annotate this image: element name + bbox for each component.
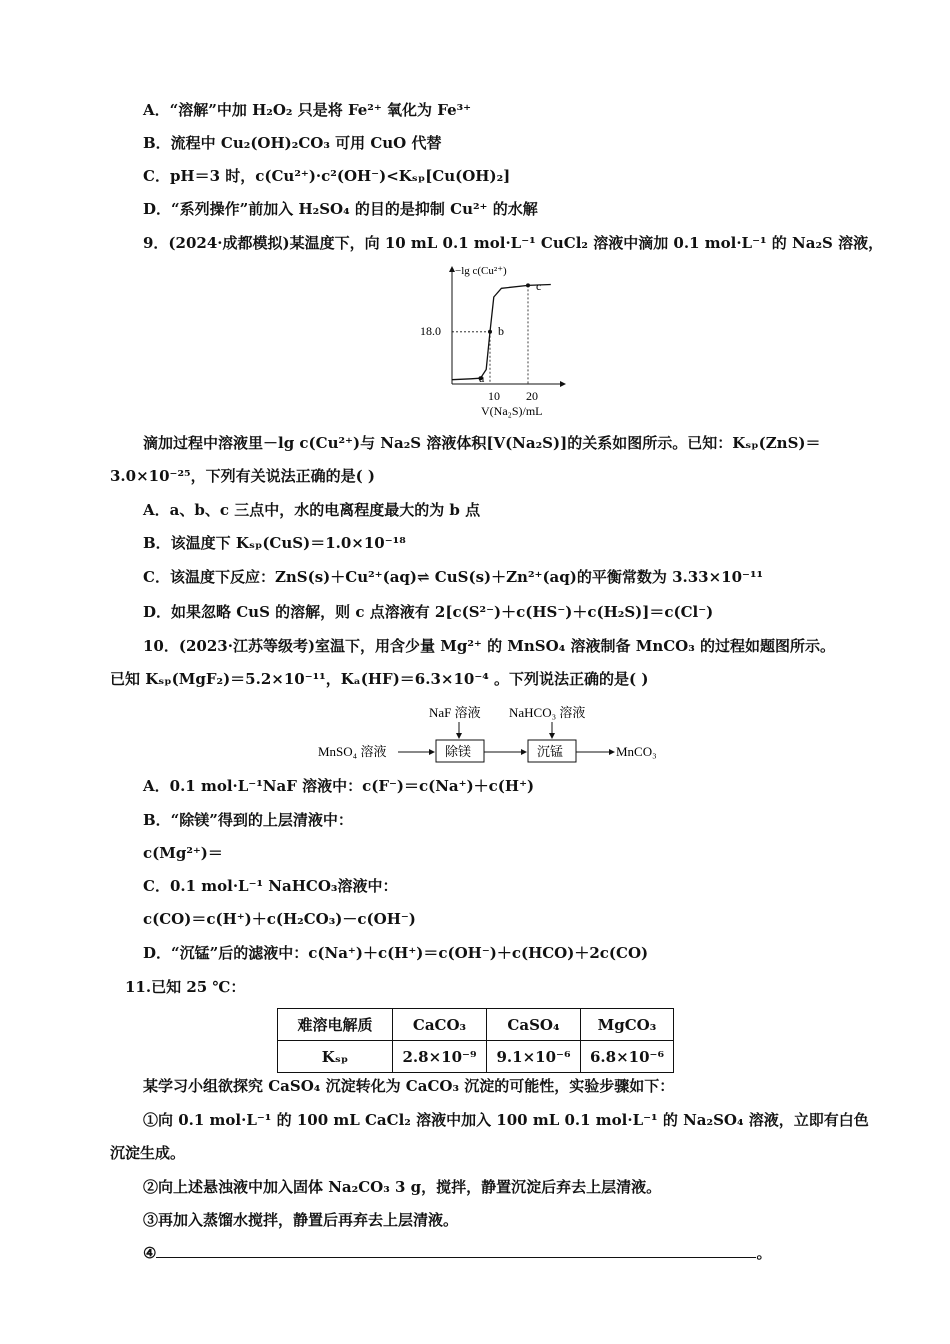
chart-point-label-c: c <box>536 279 542 293</box>
q9-stem: 9．(2024·成都模拟)某温度下，向 10 mL 0.1 mol·L⁻¹ CuCl₂ 溶液中滴加 0.1 mol·L⁻¹ 的 Na₂S 溶液， <box>143 234 884 252</box>
flow-reagent-nahco3: NaHCO₃ 溶液 <box>509 705 586 720</box>
q10-stem-line2: 已知 Kₛₚ(MgF₂)＝5.2×10⁻¹¹，Kₐ(HF)＝6.3×10⁻⁴ 。下列说法正确的是( ) <box>110 670 649 688</box>
table-cell: 2.8×10⁻⁹ <box>393 1041 487 1073</box>
q10-option-d: D．“沉锰”后的滤液中：c(Na⁺)＋c(H⁺)＝c(OH⁻)＋c(HCO)＋2c(CO) <box>143 944 649 962</box>
flow-step2: 沉锰 <box>537 744 564 759</box>
q11-stem: 11.已知 25 ℃： <box>125 978 246 996</box>
q8-option-a: A．“溶解”中加 H₂O₂ 只是将 Fe²⁺ 氧化为 Fe³⁺ <box>143 101 472 119</box>
table-header-cell: MgCO₃ <box>581 1009 674 1041</box>
chart-y-tick-18: 18.0 <box>420 324 441 338</box>
q11-step1-line2: 沉淀生成。 <box>110 1144 186 1162</box>
q10-option-a: A．0.1 mol·L⁻¹NaF 溶液中：c(F⁻)＝c(Na⁺)＋c(H⁺) <box>143 777 535 795</box>
q9-option-b: B．该温度下 Kₛₚ(CuS)＝1.0×10⁻¹⁸ <box>143 534 406 552</box>
q11-intro: 某学习小组欲探究 CaSO₄ 沉淀转化为 CaCO₃ 沉淀的可能性，实验步骤如下： <box>143 1077 675 1095</box>
chart-point-c <box>526 283 530 287</box>
flow-reagent-naf: NaF 溶液 <box>429 705 481 720</box>
q11-step2: ②向上述悬浊液中加入固体 Na₂CO₃ 3 g，搅拌，静置沉淀后弃去上层清液。 <box>143 1178 662 1196</box>
step4-number: ④ <box>143 1244 157 1262</box>
table-header-cell: 难溶电解质 <box>278 1009 393 1041</box>
q10-option-b-line1: B．“除镁”得到的上层清液中： <box>143 811 353 829</box>
chart-x-label: V(Na₂S)/mL <box>481 404 543 418</box>
chart-x-tick-10: 10 <box>488 389 500 403</box>
q11-step4 <box>143 1243 771 1263</box>
q9-desc-line1: 滴加过程中溶液里－lg c(Cu²⁺)与 Na₂S 溶液体积[V(Na₂S)]的关系如图所示。已知：Kₛₚ(ZnS)＝ <box>143 434 821 452</box>
chart-x-tick-20: 20 <box>526 389 538 403</box>
chart-point-label-a: a <box>479 371 485 385</box>
q11-step3: ③再加入蒸馏水搅拌，静置后再弃去上层清液。 <box>143 1211 459 1229</box>
chart-y-label: −lg c(Cu²⁺) <box>455 265 507 277</box>
table-row <box>278 1009 674 1041</box>
chart-point-b <box>488 330 492 334</box>
answer-blank[interactable] <box>156 1243 756 1258</box>
chart-point-label-b: b <box>498 324 504 338</box>
q10-flowchart <box>316 702 676 766</box>
q9-option-a: A．a、b、c 三点中，水的电离程度最大的为 b 点 <box>143 501 481 519</box>
table-cell: 6.8×10⁻⁶ <box>581 1041 674 1073</box>
q9-option-c: C．该温度下反应：ZnS(s)＋Cu²⁺(aq)⇌ CuS(s)＋Zn²⁺(aq)的平衡常数为 3.33×10⁻¹¹ <box>143 568 764 586</box>
q11-step1-line1: ①向 0.1 mol·L⁻¹ 的 100 mL CaCl₂ 溶液中加入 100 mL 0.1 mol·L⁻¹ 的 Na₂SO₄ 溶液，立即有白色 <box>143 1111 869 1129</box>
flow-start: MnSO₄ 溶液 <box>318 744 387 759</box>
q9-option-d: D．如果忽略 CuS 的溶解，则 c 点溶液有 2[c(S²⁻)＋c(HS⁻)＋c(H₂S)]＝c(Cl⁻) <box>143 603 714 621</box>
flow-step1: 除镁 <box>445 744 472 759</box>
q8-option-d: D．“系列操作”前加入 H₂SO₄ 的目的是抑制 Cu²⁺ 的水解 <box>143 200 538 218</box>
q9-chart <box>415 262 575 422</box>
table-cell: 9.1×10⁻⁶ <box>487 1041 581 1073</box>
q10-stem-line1: 10．(2023·江苏等级考)室温下，用含少量 Mg²⁺ 的 MnSO₄ 溶液制备 MnCO₃ 的过程如题图所示。 <box>143 637 836 655</box>
table-cell: Kₛₚ <box>278 1041 393 1073</box>
q8-option-b: B．流程中 Cu₂(OH)₂CO₃ 可用 CuO 代替 <box>143 134 442 152</box>
table-row <box>278 1041 674 1073</box>
table-header-cell: CaCO₃ <box>393 1009 487 1041</box>
q10-option-c-line2: c(CO)＝c(H⁺)＋c(H₂CO₃)－c(OH⁻) <box>143 910 416 928</box>
ksp-table <box>277 1008 674 1073</box>
q10-option-b-line2: c(Mg²⁺)＝ <box>143 844 223 862</box>
q9-desc-line2: 3.0×10⁻²⁵，下列有关说法正确的是( ) <box>110 467 376 485</box>
q8-option-c: C．pH＝3 时，c(Cu²⁺)·c²(OH⁻)<Kₛₚ[Cu(OH)₂] <box>143 167 511 185</box>
q10-option-c-line1: C．0.1 mol·L⁻¹ NaHCO₃溶液中： <box>143 877 398 895</box>
table-header-cell: CaSO₄ <box>487 1009 581 1041</box>
step4-end: 。 <box>756 1244 772 1262</box>
flow-end: MnCO₃ <box>616 744 657 759</box>
